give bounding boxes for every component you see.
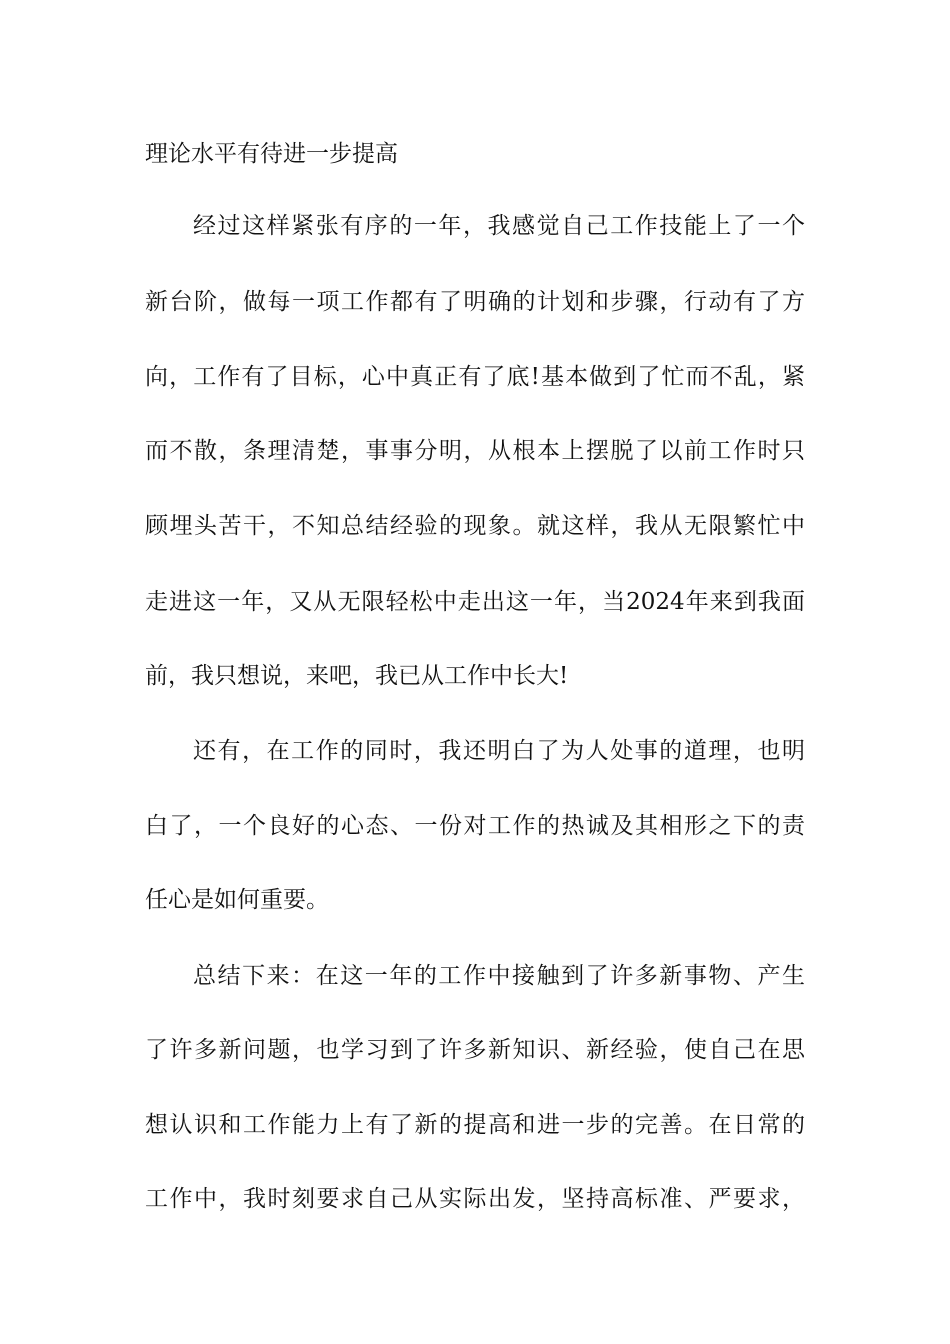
paragraph-3-line-4: 工作中，我时刻要求自己从实际出发，坚持高标准、严要求， <box>145 1186 805 1212</box>
paragraph-3-line-2: 了许多新问题，也学习到了许多新知识、新经验，使自己在思 <box>145 1037 805 1063</box>
paragraph-1-line-1: 经过这样紧张有序的一年，我感觉自己工作技能上了一个 <box>193 213 805 239</box>
paragraph-1-line-6: 走进这一年，又从无限轻松中走出这一年，当2024年来到我面 <box>145 589 805 615</box>
paragraph-3-line-1: 总结下来：在这一年的工作中接触到了许多新事物、产生 <box>193 963 805 989</box>
heading-line: 理论水平有待进一步提高 <box>145 141 398 167</box>
paragraph-2-line-1: 还有，在工作的同时，我还明白了为人处事的道理，也明 <box>193 738 805 764</box>
paragraph-1-line-5: 顾埋头苦干，不知总结经验的现象。就这样，我从无限繁忙中 <box>145 513 805 539</box>
paragraph-3-line-3: 想认识和工作能力上有了新的提高和进一步的完善。在日常的 <box>145 1112 805 1138</box>
paragraph-2-line-3: 任心是如何重要。 <box>145 887 329 913</box>
paragraph-1-line-7: 前，我只想说，来吧，我已从工作中长大! <box>145 663 569 689</box>
paragraph-2-line-2: 白了，一个良好的心态、一份对工作的热诚及其相形之下的责 <box>145 813 805 839</box>
paragraph-1-line-2: 新台阶，做每一项工作都有了明确的计划和步骤，行动有了方 <box>145 289 805 315</box>
paragraph-1-line-4: 而不散，条理清楚，事事分明，从根本上摆脱了以前工作时只 <box>145 438 805 464</box>
paragraph-1-line-3: 向，工作有了目标，心中真正有了底!基本做到了忙而不乱，紧 <box>145 364 805 390</box>
